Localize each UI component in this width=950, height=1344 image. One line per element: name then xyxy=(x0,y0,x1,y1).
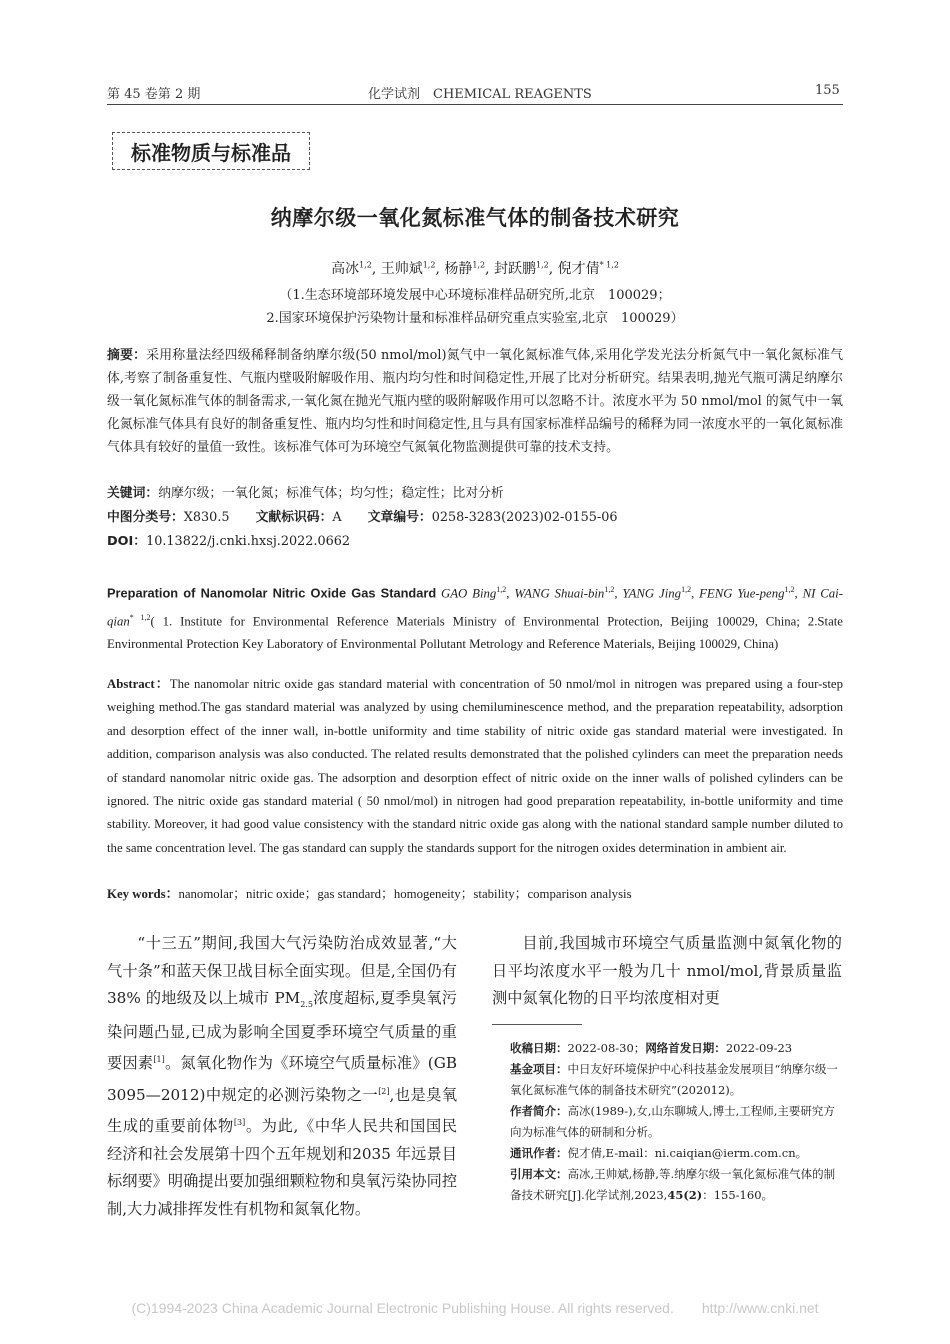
body-text: 浓度超标,夏季臭氧污染问题凸显,已成为影响全国夏季环境空气质量的重要因素 xyxy=(107,989,457,1073)
online-label: 网络首发日期： xyxy=(645,1041,726,1055)
cite-volume: 45(2) xyxy=(667,1188,703,1202)
zh-keywords-text: 纳摩尔级；一氧化氮；标准气体；均匀性；稳定性；比对分析 xyxy=(158,486,504,501)
clc-label: 中图分类号： xyxy=(107,510,184,525)
journal-name: 化学试剂 CHEMICAL REAGENTS xyxy=(368,87,592,102)
section-label: 标准物质与标准品 xyxy=(112,132,310,170)
zh-abstract-label: 摘要： xyxy=(107,348,147,363)
author-sup: 1,2 xyxy=(422,260,436,270)
citation: [3] xyxy=(233,1118,246,1128)
author-sup: * 1,2 xyxy=(599,260,619,270)
copyright-notice: (C)1994-2023 China Academic Journal Electronic Publishing House. All rights reserved. http://www.cnki.net xyxy=(131,1300,819,1316)
author-bio-label: 作者简介： xyxy=(510,1104,568,1118)
article-no-label: 文章编号： xyxy=(367,510,432,525)
doi-label: DOI： xyxy=(107,534,147,549)
doi-line xyxy=(107,530,843,553)
body-text: 。氮氧化物作为《环境空气质量标准》(GB 3095—2012)中规定的必测污染物之一 xyxy=(107,1054,457,1104)
received-date: 2022-08-30； xyxy=(567,1041,646,1055)
header-rule xyxy=(107,104,843,105)
en-keywords-text: nanomolar；nitric oxide；gas standard；homogeneity；stability；comparison analysis xyxy=(178,887,632,901)
footnote-fund xyxy=(510,1059,842,1101)
clc-value: X830.5 xyxy=(183,510,230,525)
online-date: 2022-09-23 xyxy=(725,1041,793,1055)
cite-text: 高冰,王帅斌,杨静,等.纳摩尔级一氧化氮标准气体的制备技术研究[J].化学试剂,2023, xyxy=(510,1167,836,1202)
en-abstract-label: Abstract： xyxy=(107,677,170,691)
affiliation-2: 2.国家环境保护污染物计量和标准样品研究重点实验室,北京 100029） xyxy=(266,311,684,326)
author: 倪才倩 xyxy=(557,261,600,277)
doi-value: 10.13822/j.cnki.hxsj.2022.0662 xyxy=(146,534,351,549)
author: 王帅斌 xyxy=(380,261,423,277)
author-sep: , xyxy=(548,261,554,277)
author-sep: , xyxy=(485,261,490,277)
citation: [1] xyxy=(153,1055,165,1065)
en-affiliation: ( 1. Institute for Environmental Reference Materials Ministry of Environmental Protection, Beijing 100029, China; 2.State Environmental Protection Key Laboratory of Environmental Pollutant Metrology and Reference Materials, Beijing 100029, China) xyxy=(107,613,843,652)
doc-code-value: A xyxy=(332,510,342,525)
en-author: GAO Bing xyxy=(440,586,497,601)
en-author-sup: 1,2 xyxy=(496,585,507,594)
corresponding-text: 倪才倩,E-mail：ni.caiqian@ierm.com.cn。 xyxy=(567,1146,808,1160)
fund-label: 基金项目： xyxy=(510,1062,568,1076)
article-no-value: 0258-3283(2023)02-0155-06 xyxy=(431,510,618,525)
author-sup: 1,2 xyxy=(472,260,486,270)
body-left-paragraph xyxy=(107,930,457,1223)
body-text: “十三五”期间,我国大气污染防治成效显著,“大气十条”和蓝天保卫战目标全面实现。但是,全国仍有 38% 的地级及以上城市 PM xyxy=(107,934,457,1007)
en-author: YANG Jing xyxy=(622,586,682,601)
footnote-corresponding xyxy=(510,1143,842,1164)
en-keywords-label: Key words： xyxy=(107,887,179,901)
pm-subscript: 2.5 xyxy=(300,1000,313,1010)
en-author-sup: 1,2 xyxy=(604,585,615,594)
body-text: 。为此,《中华人民共和国国民经济和社会发展第十四个五年规划和2035 年远景目标纲要》明确提出要加强细颗粒物和臭氧污染协同控制,大力减排挥发性有机物和氮氧化物。 xyxy=(107,1117,458,1218)
en-keywords xyxy=(107,883,843,906)
issue-info: 第 45 卷第 2 期 xyxy=(107,87,201,102)
en-author: WANG Shuai-bin xyxy=(514,586,605,601)
author: 杨静 xyxy=(444,261,473,277)
en-author-sup: 1,2 xyxy=(784,585,795,594)
body-text: ,也是臭氧生成的重要前体物 xyxy=(107,1085,458,1136)
zh-abstract-text: 采用称量法经四级稀释制备纳摩尔级(50 nmol/mol)氮气中一氧化氮标准气体,采用化学发光法分析氮气中一氧化氮标准气体,考察了制备重复性、气瓶内壁吸附解吸作用、瓶内均匀性和时间稳定性,开展了比对分析研究。结果表明,抛光气瓶可满足纳摩尔级一氧化氮标准气体的制备需求,一氧化氮在抛光气瓶内壁的吸附解吸作用可以忽略不计。浓度水平为 50 nmol/mol 的氮气中一氧化氮标准气体具有良好的制备重复性、瓶内均匀性和时间稳定性,且与具有国家标准样品编号的稀释为同一浓度水平的一氧化氮标准气体具有较好的量值一致性。该标准气体可为环境空气氮氧化物监测提供可靠的技术支持。 xyxy=(107,348,844,455)
fund-text: 中日友好环境保护中心科技基金发展项目“纳摩尔级一氧化氮标准气体的制备技术研究”(202012)。 xyxy=(510,1062,838,1097)
author-sup: 1,2 xyxy=(359,260,372,270)
classification-line xyxy=(107,506,843,529)
en-author: FENG Yue-peng xyxy=(699,586,785,601)
en-author-sup: * 1,2 xyxy=(129,612,151,622)
footnote-dates xyxy=(510,1038,842,1059)
author: 封跃鹏 xyxy=(494,261,536,277)
zh-keywords-label: 关键词： xyxy=(107,486,159,501)
author-list xyxy=(0,258,950,278)
corresponding-label: 通讯作者： xyxy=(510,1146,568,1160)
author-sep: , xyxy=(371,261,377,277)
paper-title: 纳摩尔级一氧化氮标准气体的制备技术研究 xyxy=(270,206,680,230)
en-abstract xyxy=(107,673,843,860)
author-sep: , xyxy=(435,261,440,277)
body-right-paragraph xyxy=(492,930,842,1013)
author-sup: 1,2 xyxy=(536,260,549,270)
affiliation-1: （1.生态环境部环境发展中心环境标准样品研究所,北京 100029； xyxy=(279,288,671,303)
doc-code-label: 文献标识码： xyxy=(255,510,333,525)
en-title: Preparation of Nanomolar Nitric Oxide Gas Standard xyxy=(107,585,437,601)
author: 高冰 xyxy=(331,261,360,277)
en-author: NI Cai-qian xyxy=(107,586,843,628)
author-bio-text: 高冰(1989-),女,山东聊城人,博士,工程师,主要研究方向为标准气体的研制和分析。 xyxy=(510,1104,835,1139)
footnote-rule xyxy=(492,1024,582,1025)
zh-abstract xyxy=(107,344,843,459)
received-label: 收稿日期： xyxy=(510,1041,568,1055)
citation: [2] xyxy=(378,1086,390,1096)
footnote-author xyxy=(510,1101,842,1143)
footnote-citation xyxy=(510,1164,842,1206)
cite-label: 引用本文： xyxy=(510,1167,568,1181)
en-abstract-text: The nanomolar nitric oxide gas standard material with concentration of 50 nmol/mol in nitrogen was prepared using a four-step weighing method.The gas standard material was analyzed by using chemiluminescence method, and the preparation repeatability, adsorption and desorption effect of the inner wall, in-bottle uniformity and time stability of nitric oxide gas standard material were investigated. In addition, comparison analysis was also conducted. The related results demonstrated that the polished cylinders can meet the preparation needs of standard nanomolar nitric oxide gas. The adsorption and desorption effect of nitric oxide on the inner walls of polished cylinders can be ignored. The nitric oxide gas standard material ( 50 nmol/mol) in nitrogen had good preparation repeatability, in-bottle uniformity and time stability. Moreover, it had good value consistency with the standard nitric oxide gas along with the national standard sample number diluted to the same concentration level. The gas standard can supply the standards support for the nitrogen oxides determination in ambient air. xyxy=(107,677,844,855)
page-number: 155 xyxy=(815,83,840,98)
body-text: 目前,我国城市环境空气质量监测中氮氧化物的日平均浓度水平一般为几十 nmol/mol,背景质量监测中氮氧化物的日平均浓度相对更 xyxy=(492,934,842,1007)
en-header: Preparation of Nanomolar Nitric Oxide Gas Standard GAO Bing$^{1,2}$, WANG Shuai-bin$^{1,2}$, YANG Jing$^{1,2}$, FENG Yue-peng$^{1,2}$, NI Cai-qian$^{* 1,2}$( 1. Institute for Environmental Reference Materials Ministry of Environmental Protection, Beijing 100029, China; 2.State Environmental Protection Key Laboratory of Environmental Pollutant Metrology and Reference Materials, Beijing 100029, China) xyxy=(107,585,843,652)
zh-keywords xyxy=(107,482,843,505)
en-author-sup: 1,2 xyxy=(681,585,692,594)
cite-pages: ：155-160。 xyxy=(702,1188,774,1202)
